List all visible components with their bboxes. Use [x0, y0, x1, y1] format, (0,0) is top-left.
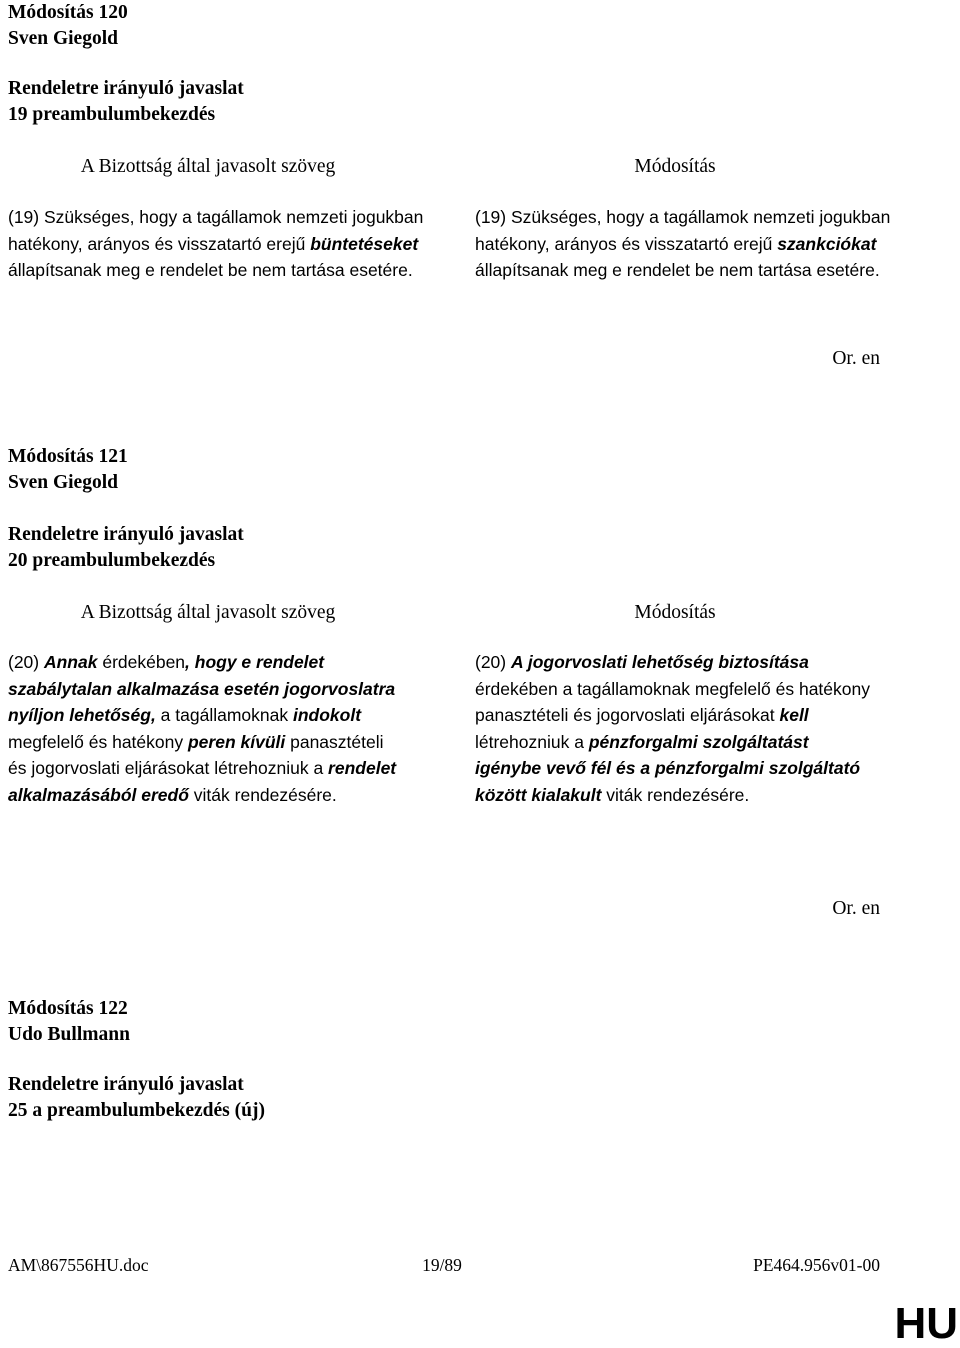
emphasized-text-segment: kell	[779, 705, 809, 725]
amendment-122-recital: 25 a preambulumbekezdés (új)	[8, 1100, 265, 1121]
amendment-121-left-heading: A Bizottság által javasolt szöveg	[80, 602, 336, 623]
emphasized-text-segment: peren kívüli	[187, 731, 286, 752]
amendment-122-author: Udo Bullmann	[8, 1024, 130, 1045]
text-segment: (20)	[475, 652, 511, 672]
text-segment: a tagállamoknak	[155, 705, 293, 725]
amendment-120-right-heading: Módosítás	[634, 156, 716, 177]
amendment-120-proposal: Rendeletre irányuló javaslat	[8, 78, 244, 99]
footer-language-code: HU	[894, 1299, 958, 1348]
amendment-122-proposal: Rendeletre irányuló javaslat	[8, 1074, 244, 1095]
emphasized-text-segment: Annak	[43, 652, 98, 672]
text-segment: létrehozniuk a	[475, 731, 589, 752]
text-segment: érdekében a tagállamoknak megfelelő és hatékony panasztételi és jogorvoslati eljárásokat	[475, 678, 870, 725]
emphasized-text-segment: pénzforgalmi szolgáltatást igénybe vevő fél és a pénzforgalmi szolgáltató között kialakult	[475, 731, 861, 805]
amendment-121-left-text	[8, 649, 403, 808]
text-segment: (19) Szükséges, hogy a tagállamok nemzeti jogukban hatékony, arányos és visszatartó erejű	[8, 207, 424, 254]
amendment-120-recital: 19 preambulumbekezdés	[8, 104, 216, 125]
amendment-120-right-text	[475, 204, 895, 284]
emphasized-text-segment: , hogy e rendelet szabálytalan alkalmazása esetén jogorvoslatra nyíljon lehetőség,	[8, 652, 396, 725]
amendment-121-author: Sven Giegold	[8, 472, 118, 493]
text-segment: (20)	[8, 652, 44, 672]
text-segment: viták rendezésére.	[601, 784, 750, 805]
amendment-121-right-text	[475, 649, 870, 808]
amendment-121-proposal: Rendeletre irányuló javaslat	[8, 524, 244, 545]
footer-page-number: 19/89	[422, 1255, 462, 1275]
text-segment: viták rendezésére.	[188, 784, 337, 805]
emphasized-text-segment: rendelet alkalmazásából eredő	[8, 758, 397, 805]
text-segment: (19) Szükséges, hogy a tagállamok nemzeti jogukban hatékony, arányos és visszatartó erejű	[475, 207, 891, 254]
emphasized-text-segment: büntetéseket	[310, 233, 419, 254]
amendment-120-original-language: Or. en	[832, 348, 880, 369]
amendment-120-left-text	[8, 204, 428, 284]
emphasized-text-segment: szankciókat	[777, 233, 877, 254]
amendment-120-author: Sven Giegold	[8, 28, 118, 49]
footer-pe-ref: PE464.956v01-00	[753, 1255, 880, 1275]
amendment-120-title: Módosítás 120	[8, 2, 128, 23]
text-segment: állapítsanak meg e rendelet be nem tartása esetére.	[475, 260, 880, 280]
emphasized-text-segment: A jogorvoslati lehetőség biztosítása	[510, 652, 809, 672]
text-segment: érdekében	[97, 652, 186, 672]
text-segment: panasztételi és jogorvoslati eljárásokat létrehozniuk a	[8, 731, 384, 778]
amendment-122-title: Módosítás 122	[8, 998, 128, 1019]
emphasized-text-segment: indokolt	[292, 705, 362, 725]
amendment-121-original-language: Or. en	[832, 898, 880, 919]
amendment-121-right-heading: Módosítás	[634, 602, 716, 623]
text-segment: állapítsanak meg e rendelet be nem tartása esetére.	[8, 260, 413, 280]
amendment-121-title: Módosítás 121	[8, 446, 128, 467]
text-segment: megfelelő és hatékony	[8, 731, 188, 752]
amendment-121-recital: 20 preambulumbekezdés	[8, 550, 216, 571]
amendment-120-left-heading: A Bizottság által javasolt szöveg	[80, 156, 336, 177]
footer-doc-ref: AM\867556HU.doc	[8, 1255, 149, 1275]
